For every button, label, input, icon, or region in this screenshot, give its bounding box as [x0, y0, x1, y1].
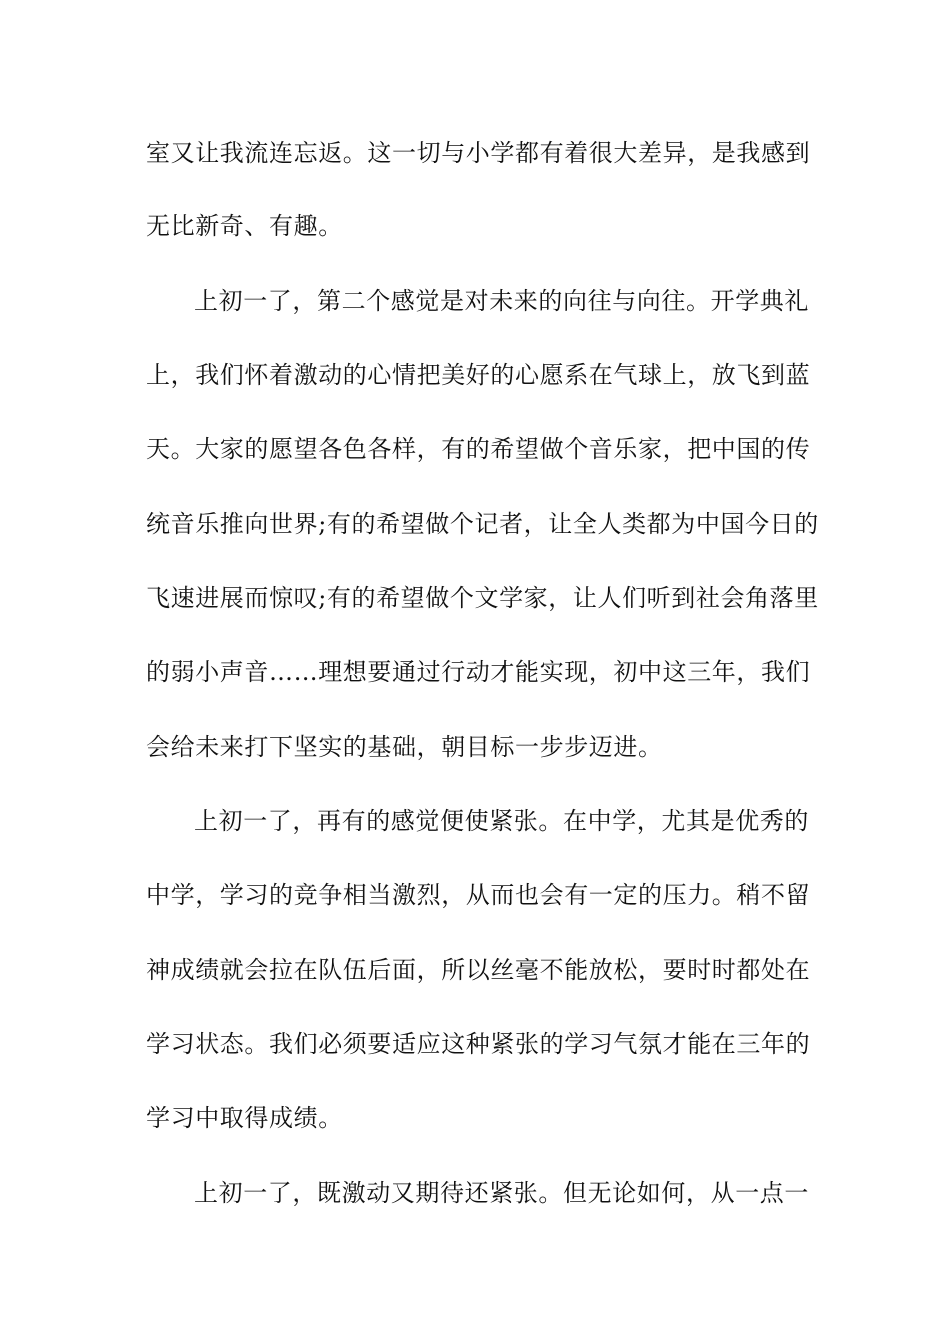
text-line: 神成绩就会拉在队伍后面，所以丝毫不能放松，要时时都处在 — [146, 956, 811, 984]
text-line: 统音乐推向世界;有的希望做个记者，让全人类都为中国今日的 — [146, 510, 819, 538]
text-line: 会给未来打下坚实的基础，朝目标一步步迈进。 — [146, 733, 663, 761]
text-line: 学习中取得成绩。 — [146, 1104, 343, 1132]
paragraph-first-line: 上初一了，第二个感觉是对未来的向往与向往。开学典礼 — [194, 287, 809, 315]
paragraph-first-line: 上初一了，既激动又期待还紧张。但无论如何，从一点一 — [194, 1179, 809, 1207]
text-line: 的弱小声音……理想要通过行动才能实现，初中这三年，我们 — [146, 658, 811, 686]
text-line: 学习状态。我们必须要适应这种紧张的学习气氛才能在三年的 — [146, 1030, 811, 1058]
text-line: 无比新奇、有趣。 — [146, 212, 343, 240]
text-line: 天。大家的愿望各色各样，有的希望做个音乐家，把中国的传 — [146, 435, 811, 463]
text-line: 飞速进展而惊叹;有的希望做个文学家，让人们听到社会角落里 — [146, 584, 819, 612]
text-line: 上，我们怀着激动的心情把美好的心愿系在气球上，放飞到蓝 — [146, 361, 811, 389]
text-line: 室又让我流连忘返。这一切与小学都有着很大差异，是我感到 — [146, 139, 811, 167]
text-line: 中学，学习的竞争相当激烈，从而也会有一定的压力。稍不留 — [146, 881, 811, 909]
paragraph-first-line: 上初一了，再有的感觉便使紧张。在中学，尤其是优秀的 — [194, 807, 809, 835]
